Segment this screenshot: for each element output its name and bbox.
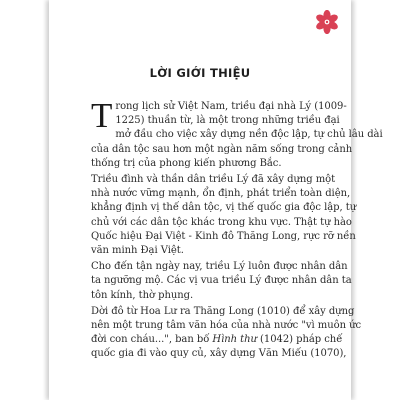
- book-page: [49, 0, 383, 400]
- paragraph-4: [91, 305, 362, 362]
- page-title: LỜI GIỚI THIỆU: [149, 66, 251, 80]
- italic-book-title: Hình thư: [212, 334, 257, 346]
- text-line: chủ với các dân tộc khác trong khu vực. Thật tự hào: [91, 216, 352, 228]
- paragraph-2: [91, 173, 357, 258]
- text-line: ta ngưỡng mộ. Các vị vua triều Lý được nhân dân ta: [91, 275, 352, 287]
- text-line: rong lịch sử Việt Nam, triều đại nhà Lý (1009-: [115, 101, 347, 112]
- text-line: Cho đến tận ngày nay, triều Lý luôn được nhân dân: [91, 261, 348, 273]
- text-line: thống trị của phong kiến phương Bắc.: [91, 157, 282, 169]
- text-line: Quốc hiệu Đại Việt - Kinh đô Thăng Long, rực rỡ nền: [91, 230, 356, 242]
- text-line: văn minh Đại Việt.: [91, 245, 184, 257]
- text-line: Dời đô từ Hoa Lư ra Thăng Long (1010) để xây dựng: [91, 305, 355, 317]
- paragraph-1: [91, 96, 383, 171]
- paragraph-3: [91, 260, 352, 303]
- text-run: (1042) pháp chế: [256, 334, 343, 346]
- text-line: nhà nước vững mạnh, ổn định, phát triển toàn diện,: [91, 188, 351, 200]
- text-run: đời con cháu...", ban bố: [91, 334, 213, 346]
- flower-ornament-icon: [315, 10, 339, 34]
- body-text: [91, 96, 383, 364]
- text-line: tôn kính, thờ phụng.: [91, 289, 194, 301]
- text-line: 1225) thuần từ, là một trong những triều đại: [115, 115, 340, 127]
- text-line: khẳng định vị thế dân tộc, vị thế quốc gia độc lập, tự: [91, 202, 357, 214]
- text-line: nên một trung tâm văn hóa của nhà nước "vì muôn ức: [91, 320, 362, 332]
- text-line: quốc gia đi vào quy củ, xây dựng Văn Miếu (1070),: [91, 348, 347, 360]
- text-line: mở đầu cho việc xây dựng nền độc lập, tự chủ lâu dài: [115, 129, 383, 141]
- text-line: Triều đình và thần dân triều Lý đã xây dựng một: [91, 174, 336, 186]
- text-line: của dân tộc sau hơn một ngàn năm sống trong cảnh: [91, 143, 353, 155]
- drop-cap: T: [91, 96, 113, 135]
- text-line: [91, 333, 343, 347]
